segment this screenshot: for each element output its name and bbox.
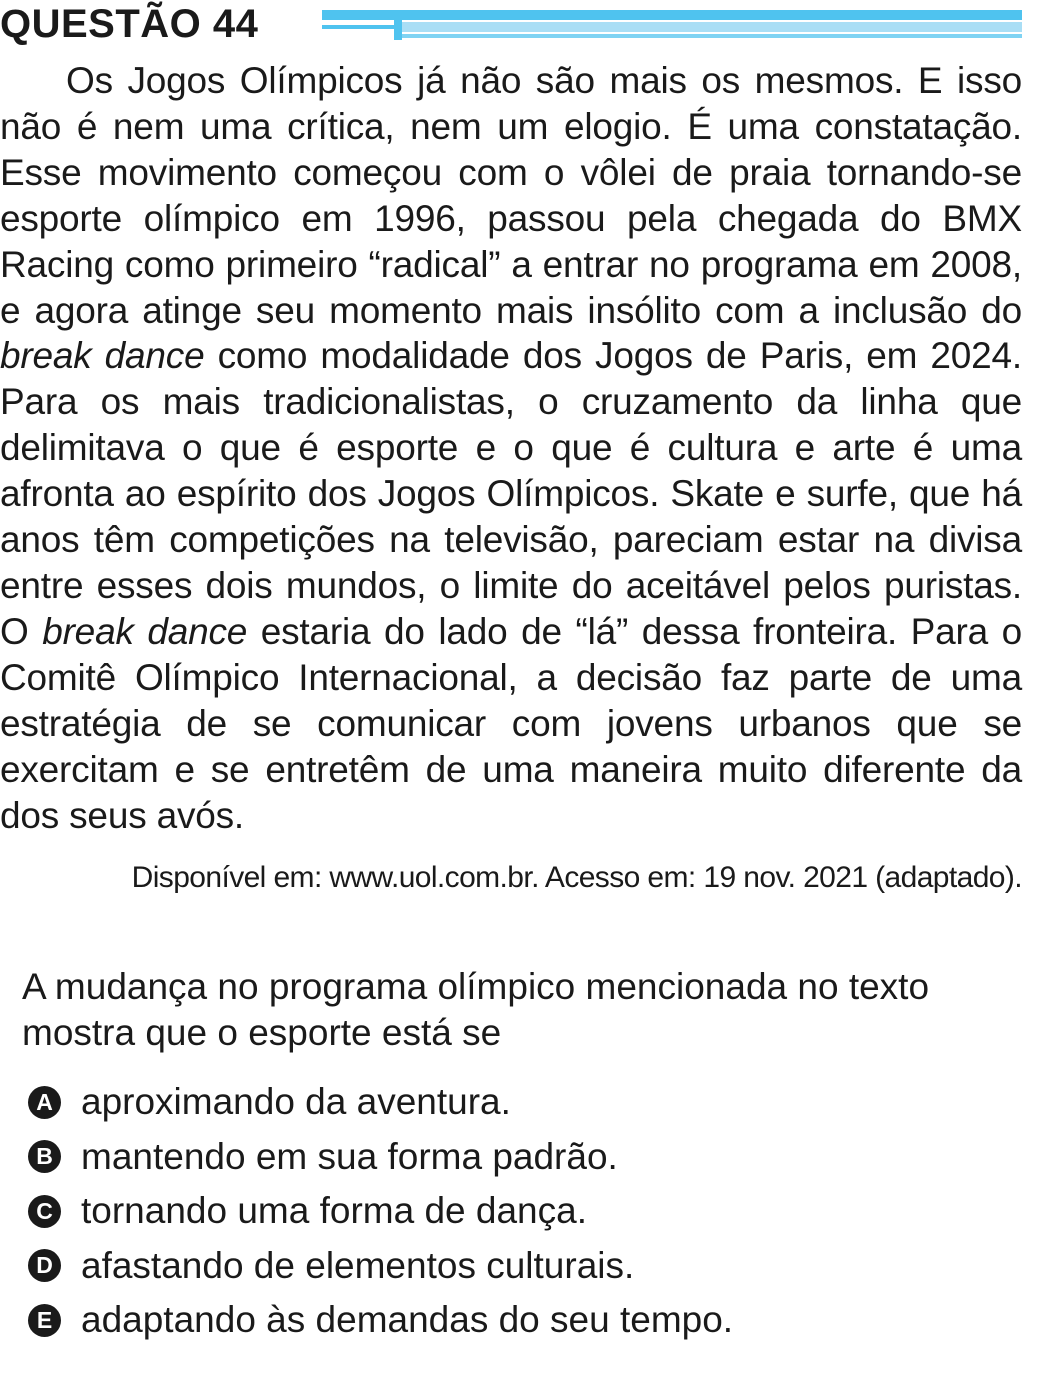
question-header [0,0,1043,50]
source-citation: Disponível em: www.uol.com.br. Acesso em: 19 nov. 2021 (adaptado). [131,861,1022,894]
option-a[interactable] [22,1075,733,1130]
question-title: QUESTÃO 44 [0,2,259,46]
bar-right-light [402,22,1022,32]
passage-segment: como modalidade dos Jogos de Paris, em 2024. Para os mais tradicionalistas, o cruzamento da linha que delimitava o que é esporte e o que é cultura e arte é uma afronta ao espírito dos Jogos Olímpicos. Skate e surfe, que há anos têm competições na televisão, pareciam estar na divisa entre esses dois mundos, o limite do aceitável pelos puristas. O [0,335,1022,652]
passage-segment: Os Jogos Olímpicos já não são mais os mesmos. E isso não é nem uma crítica, nem um elogio. É uma constatação. Esse movimento começou com o vôlei de praia tornando-se esporte olímpico em 1996, passou pela chegada do BMX Racing como primeiro “radical” a entrar no programa em 2008, e agora atinge seu momento mais insólito com a inclusão do [0,60,1022,331]
option-b-text: mantendo em sua forma padrão. [81,1135,618,1177]
option-a-text: aproximando da aventura. [81,1081,511,1123]
passage-emphasis: break dance [0,335,205,377]
stem-line-2: mostra que o esporte está se [22,1012,502,1053]
option-a-letter-badge: A [28,1086,61,1119]
option-e-letter-badge: E [28,1304,61,1337]
option-b[interactable] [22,1130,733,1185]
header-decorative-bar [322,8,1022,42]
stem-line-1: A mudança no programa olímpico mencionada no texto [22,966,930,1007]
bar-left-line [322,25,394,29]
option-d-text: afastando de elementos culturais. [81,1244,635,1286]
option-c-letter-badge: C [28,1195,61,1228]
bar-notch [394,20,402,40]
bar-top-main [322,10,1022,20]
question-stem [22,964,1043,1056]
passage-text [0,58,1022,838]
answer-options [22,1075,733,1348]
option-d-letter-badge: D [28,1249,61,1282]
option-b-letter-badge: B [28,1140,61,1173]
bar-right-line [402,34,1022,38]
passage-emphasis: break dance [42,610,248,652]
option-d[interactable] [22,1239,733,1294]
option-e[interactable] [22,1293,733,1348]
option-c-text: tornando uma forma de dança. [81,1190,587,1232]
passage-segment: estaria do lado de “lá” dessa fronteira. Para o Comitê Olímpico Internacional, a decisão faz parte de uma estratégia de se comunicar com jovens urbanos que se exercitam e se entretêm de uma maneira muito diferente da dos seus avós. [0,610,1022,836]
option-c[interactable] [22,1184,733,1239]
option-e-text: adaptando às demandas do seu tempo. [81,1299,734,1341]
